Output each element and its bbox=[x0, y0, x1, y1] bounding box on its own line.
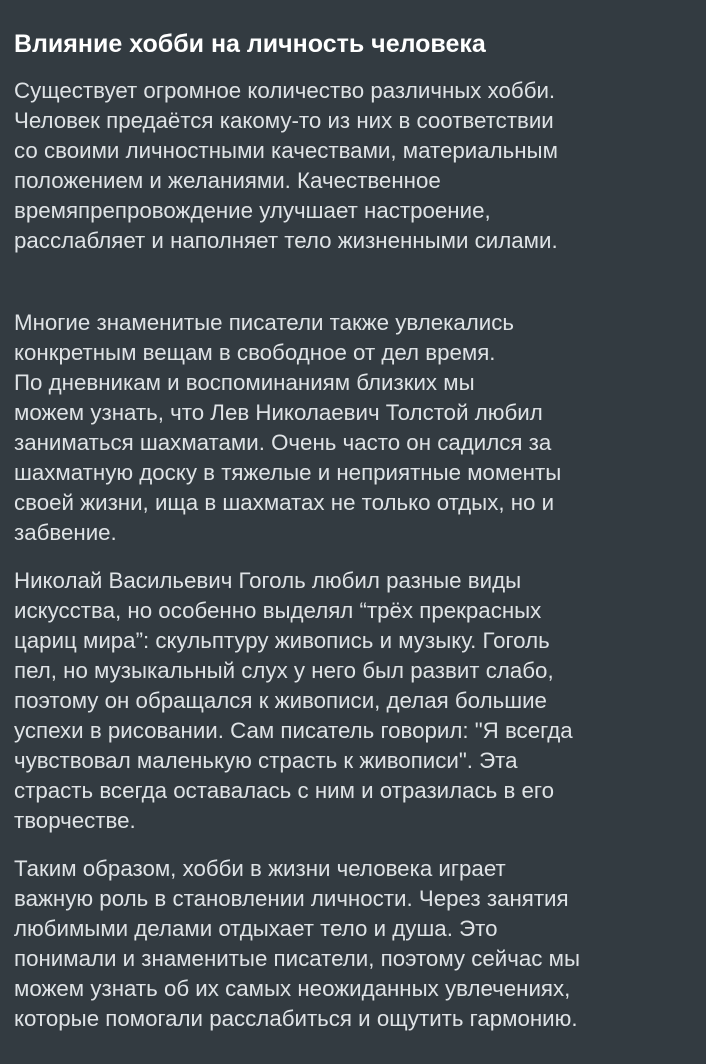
paragraph-intro: Существует огромное количество различных хобби. Человек предаётся какому-то из них в соответствии со своими личностными качествами, материальным положением и желаниями. Качественное времяпрепровождение улучшает настроение, расслабляет и наполняет тело жизненными силами. bbox=[14, 78, 558, 253]
paragraph-gogol: Николай Васильевич Гоголь любил разные виды искусства, но особенно выделял “трёх прекрасных цариц мира”: скульптуру живопись и музыку. Гоголь пел, но музыкальный слух у него был развит слабо, поэтому он обращался к живописи, делая большие успехи в рисовании. Сам писатель говорил: "Я всегда чувствовал маленькую страсть к живописи". Эта страсть всегда оставалась с ним и отразилась в его творчестве. bbox=[14, 568, 573, 833]
paragraph-tolstoy: Многие знаменитые писатели также увлекались конкретным вещам в свободное от дел время. По дневникам и воспоминаниям близких мы можем узнать, что Лев Николаевич Толстой любил заниматься шахматами. Очень часто он садился за шахматную доску в тяжелые и неприятные моменты своей жизни, ища в шахматах не только отдых, но и забвение. bbox=[14, 310, 562, 545]
paragraph-conclusion: Таким образом, хобби в жизни человека играет важную роль в становлении личности. Через занятия любимыми делами отдыхает тело и душа. Это понимали и знаменитые писатели, поэтому сейчас мы можем узнать об их самых неожиданных увлечениях, которые помогали расслабиться и ощутить гармонию. bbox=[14, 856, 580, 1031]
article-title: Влияние хобби на личность человека bbox=[14, 30, 486, 58]
